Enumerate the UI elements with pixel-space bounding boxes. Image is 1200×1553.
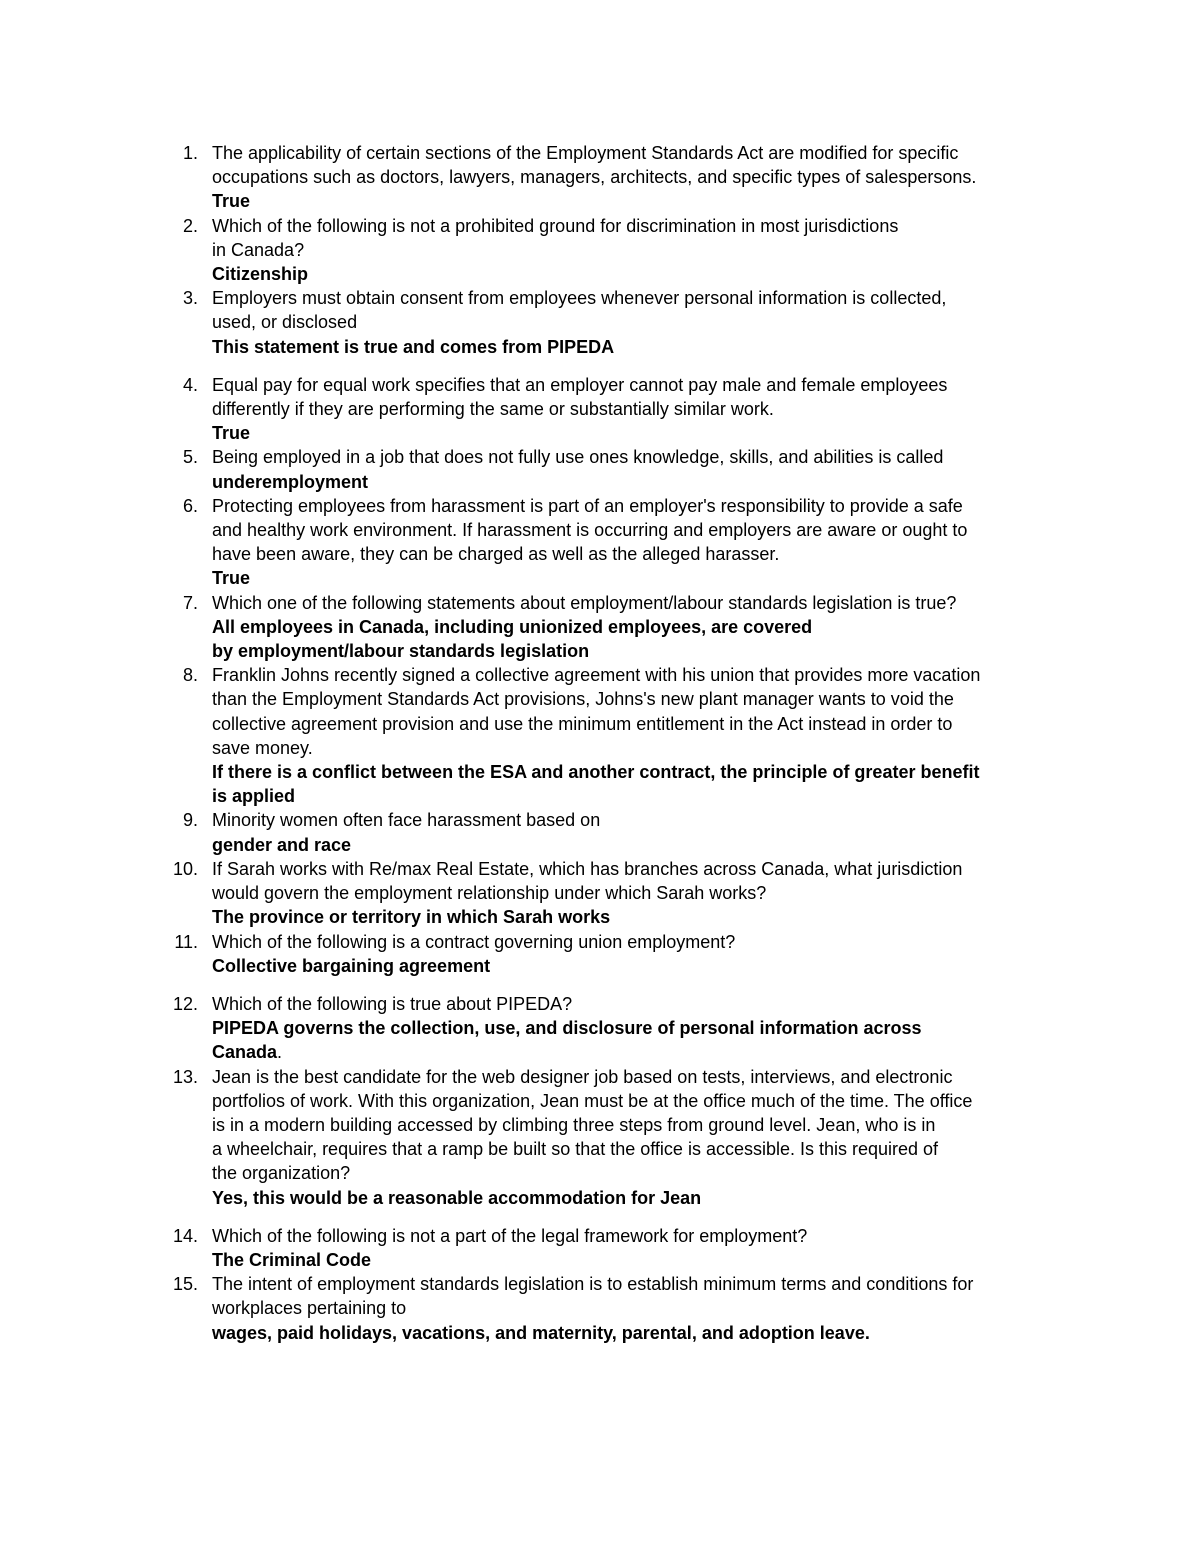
question-text: Minority women often face harassment based on bbox=[212, 810, 601, 831]
list-item bbox=[0, 1224, 1200, 1272]
answer-bold-text: PIPEDA governs the collection, use, and disclosure of personal information across Canada bbox=[212, 1018, 922, 1063]
item-number: 11. bbox=[174, 931, 198, 952]
question-text: The applicability of certain sections of the Employment Standards Act are modified for specific occupations such as doctors, lawyers, managers, architects, and specific types of salespersons. bbox=[212, 143, 977, 188]
answer-text: Yes, this would be a reasonable accommodation for Jean bbox=[212, 1187, 702, 1208]
answer-text: Collective bargaining agreement bbox=[212, 955, 491, 976]
list-item bbox=[0, 214, 1200, 287]
list-item bbox=[0, 286, 1200, 359]
list-item bbox=[0, 808, 1200, 856]
answer-text: The Criminal Code bbox=[212, 1249, 372, 1270]
item-number: 2. bbox=[182, 215, 198, 236]
item-number: 6. bbox=[182, 495, 198, 516]
answer-text: This statement is true and comes from PIPEDA bbox=[212, 336, 615, 357]
item-number: 12. bbox=[172, 993, 198, 1014]
answer-suffix: . bbox=[277, 1042, 283, 1063]
list-item bbox=[0, 373, 1200, 446]
question-text: Which of the following is true about PIPEDA? bbox=[212, 993, 573, 1014]
answer-text: Citizenship bbox=[212, 264, 309, 285]
question-text: Franklin Johns recently signed a collective agreement with his union that provides more vacation than the Employment Standards Act provisions, Johns's new plant manager wants to void the collective agreement provision and use the minimum entitlement in the Act instead in order to save money. bbox=[212, 665, 981, 758]
list-item bbox=[0, 992, 1200, 1065]
question-text: Employers must obtain consent from employees whenever personal information is collected, used, or disclosed bbox=[212, 288, 947, 333]
question-answer-list bbox=[0, 141, 1200, 1345]
question-text: Which of the following is not a part of the legal framework for employment? bbox=[212, 1225, 808, 1246]
item-number: 14. bbox=[172, 1225, 198, 1246]
item-number: 9. bbox=[182, 810, 198, 831]
answer-text: wages, paid holidays, vacations, and maternity, parental, and adoption leave. bbox=[212, 1322, 870, 1343]
item-number: 13. bbox=[172, 1066, 198, 1087]
question-text: Which one of the following statements about employment/labour standards legislation is true? bbox=[212, 592, 957, 613]
answer-text: underemployment bbox=[212, 471, 369, 492]
item-number: 7. bbox=[182, 592, 198, 613]
question-text: If Sarah works with Re/max Real Estate, which has branches across Canada, what jurisdiction would govern the employment relationship under which Sarah works? bbox=[212, 858, 963, 904]
list-item bbox=[0, 591, 1200, 664]
answer-text: True bbox=[212, 191, 251, 212]
question-text: The intent of employment standards legislation is to establish minimum terms and conditions for workplaces pertaining to bbox=[212, 1274, 974, 1319]
item-number: 3. bbox=[182, 288, 198, 309]
list-item bbox=[0, 1065, 1200, 1210]
item-number: 4. bbox=[182, 374, 198, 395]
answer-text bbox=[212, 1016, 1060, 1064]
answer-text: gender and race bbox=[212, 834, 352, 855]
list-item bbox=[0, 445, 1200, 493]
list-item bbox=[0, 663, 1200, 808]
list-item bbox=[0, 1272, 1200, 1345]
question-text: Which of the following is not a prohibited ground for discrimination in most jurisdictions in Canada? bbox=[212, 215, 899, 260]
item-number: 10. bbox=[172, 858, 198, 879]
question-text: Protecting employees from harassment is part of an employer's responsibility to provide a safe and healthy work environment. If harassment is occurring and employers are aware or ought to have been aware, they can be charged as well as the alleged harasser. bbox=[212, 495, 968, 565]
item-number: 8. bbox=[182, 665, 198, 686]
item-number: 5. bbox=[182, 447, 198, 468]
list-item bbox=[0, 494, 1200, 591]
item-number: 15. bbox=[172, 1274, 198, 1295]
list-item bbox=[0, 857, 1200, 930]
question-text: Which of the following is a contract governing union employment? bbox=[212, 931, 736, 952]
answer-text: If there is a conflict between the ESA and another contract, the principle of greater benefit is applied bbox=[212, 762, 980, 807]
answer-text: True bbox=[212, 568, 251, 589]
answer-text: True bbox=[212, 423, 251, 444]
question-text: Equal pay for equal work specifies that an employer cannot pay male and female employees differently if they are performing the same or substantially similar work. bbox=[212, 374, 948, 420]
question-text: Being employed in a job that does not fully use ones knowledge, skills, and abilities is called bbox=[212, 447, 944, 468]
list-item bbox=[0, 141, 1200, 214]
question-text: Jean is the best candidate for the web designer job based on tests, interviews, and electronic portfolios of work. With this organization, Jean must be at the office much of the time. The office is in a modern building accessed by climbing three steps from ground level. Jean, who is in a wheelchair, requires that a ramp be built so that the office is accessible. Is this required of the organization? bbox=[212, 1066, 973, 1184]
list-item bbox=[0, 930, 1200, 978]
item-number: 1. bbox=[182, 143, 198, 163]
answer-text: The province or territory in which Sarah works bbox=[212, 907, 611, 928]
answer-text: All employees in Canada, including unionized employees, are covered by employment/labour standards legislation bbox=[212, 616, 813, 662]
